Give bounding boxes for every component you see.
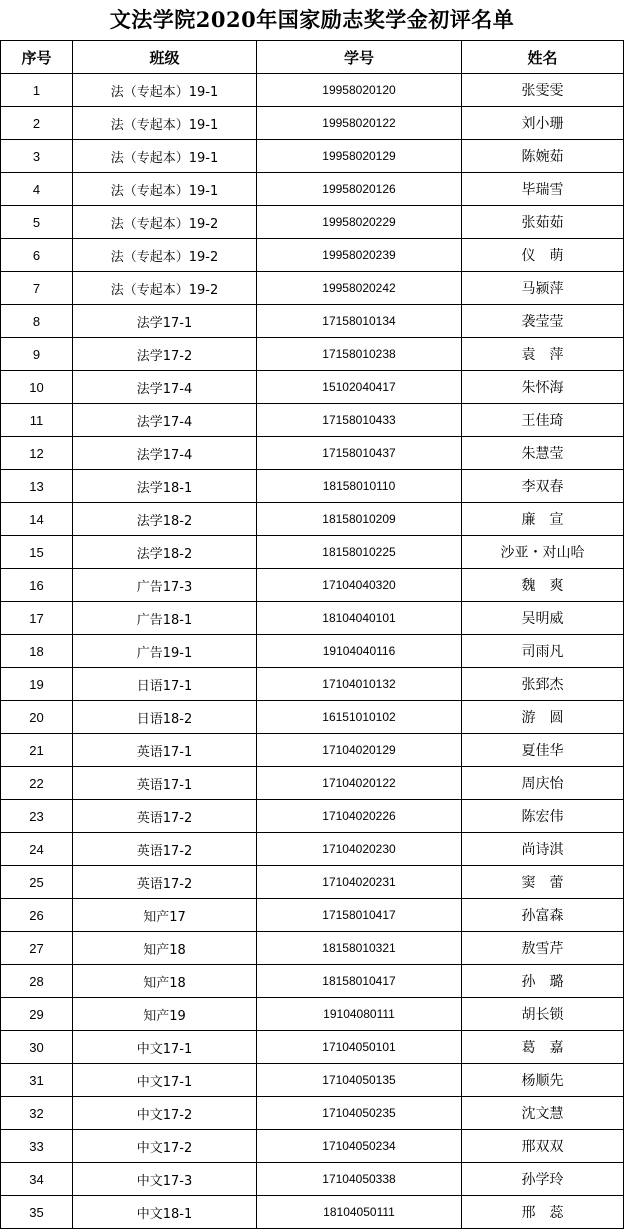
row-index: 35 bbox=[1, 1196, 73, 1229]
header-name: 姓名 bbox=[462, 41, 624, 74]
class-cell: 英语17-2 bbox=[73, 833, 257, 866]
student-id-cell: 19958020122 bbox=[257, 107, 462, 140]
student-id-cell: 16151010102 bbox=[257, 701, 462, 734]
student-id-cell: 17158010437 bbox=[257, 437, 462, 470]
row-index: 1 bbox=[1, 74, 73, 107]
row-index: 3 bbox=[1, 140, 73, 173]
student-id-cell: 18158010209 bbox=[257, 503, 462, 536]
table-row bbox=[1, 272, 624, 305]
name-cell: 仪 萌 bbox=[462, 239, 624, 272]
table-row bbox=[1, 206, 624, 239]
name-cell: 王佳琦 bbox=[462, 404, 624, 437]
table-row bbox=[1, 437, 624, 470]
row-index: 32 bbox=[1, 1097, 73, 1130]
class-cell: 法学17-4 bbox=[73, 404, 257, 437]
row-index: 22 bbox=[1, 767, 73, 800]
table-row bbox=[1, 404, 624, 437]
name-cell: 敖雪芹 bbox=[462, 932, 624, 965]
student-id-cell: 19104080111 bbox=[257, 998, 462, 1031]
name-cell: 窦 蕾 bbox=[462, 866, 624, 899]
class-cell: 法学17-4 bbox=[73, 371, 257, 404]
header-class: 班级 bbox=[73, 41, 257, 74]
student-id-cell: 19958020129 bbox=[257, 140, 462, 173]
class-cell: 法学18-2 bbox=[73, 503, 257, 536]
class-cell: 中文18-1 bbox=[73, 1196, 257, 1229]
table-row bbox=[1, 239, 624, 272]
table-row bbox=[1, 998, 624, 1031]
document-title: 文法学院2020年国家励志奖学金初评名单 bbox=[109, 7, 515, 32]
class-cell: 广告17-3 bbox=[73, 569, 257, 602]
class-cell: 中文17-2 bbox=[73, 1130, 257, 1163]
class-cell: 知产18 bbox=[73, 965, 257, 998]
name-cell: 沈文慧 bbox=[462, 1097, 624, 1130]
student-id-cell: 18104040101 bbox=[257, 602, 462, 635]
row-index: 29 bbox=[1, 998, 73, 1031]
table-row bbox=[1, 833, 624, 866]
table-row bbox=[1, 470, 624, 503]
row-index: 4 bbox=[1, 173, 73, 206]
name-cell: 廉 宣 bbox=[462, 503, 624, 536]
table-row bbox=[1, 701, 624, 734]
class-cell: 中文17-3 bbox=[73, 1163, 257, 1196]
row-index: 17 bbox=[1, 602, 73, 635]
name-cell: 李双春 bbox=[462, 470, 624, 503]
table-row bbox=[1, 932, 624, 965]
name-cell: 孙富森 bbox=[462, 899, 624, 932]
row-index: 10 bbox=[1, 371, 73, 404]
row-index: 33 bbox=[1, 1130, 73, 1163]
class-cell: 法（专起本）19-1 bbox=[73, 140, 257, 173]
student-id-cell: 17158010134 bbox=[257, 305, 462, 338]
class-cell: 法学18-2 bbox=[73, 536, 257, 569]
class-cell: 法（专起本）19-2 bbox=[73, 239, 257, 272]
table-row bbox=[1, 140, 624, 173]
name-cell: 周庆怡 bbox=[462, 767, 624, 800]
name-cell: 张雯雯 bbox=[462, 74, 624, 107]
name-cell: 魏 爽 bbox=[462, 569, 624, 602]
table-row bbox=[1, 602, 624, 635]
class-cell: 英语17-1 bbox=[73, 767, 257, 800]
table-row bbox=[1, 965, 624, 998]
row-index: 20 bbox=[1, 701, 73, 734]
row-index: 31 bbox=[1, 1064, 73, 1097]
row-index: 11 bbox=[1, 404, 73, 437]
row-index: 9 bbox=[1, 338, 73, 371]
student-id-cell: 17158010238 bbox=[257, 338, 462, 371]
class-cell: 知产19 bbox=[73, 998, 257, 1031]
class-cell: 法学17-4 bbox=[73, 437, 257, 470]
row-index: 5 bbox=[1, 206, 73, 239]
table-row bbox=[1, 569, 624, 602]
table-row bbox=[1, 173, 624, 206]
row-index: 19 bbox=[1, 668, 73, 701]
name-cell: 袁 萍 bbox=[462, 338, 624, 371]
table-row bbox=[1, 305, 624, 338]
class-cell: 日语17-1 bbox=[73, 668, 257, 701]
table-row bbox=[1, 107, 624, 140]
row-index: 25 bbox=[1, 866, 73, 899]
student-id-cell: 19958020126 bbox=[257, 173, 462, 206]
student-id-cell: 15102040417 bbox=[257, 371, 462, 404]
table-row bbox=[1, 767, 624, 800]
table-row bbox=[1, 734, 624, 767]
class-cell: 英语17-2 bbox=[73, 800, 257, 833]
student-id-cell: 19958020242 bbox=[257, 272, 462, 305]
table-row bbox=[1, 1064, 624, 1097]
row-index: 21 bbox=[1, 734, 73, 767]
class-cell: 知产18 bbox=[73, 932, 257, 965]
row-index: 15 bbox=[1, 536, 73, 569]
table-row bbox=[1, 503, 624, 536]
table-row bbox=[1, 371, 624, 404]
row-index: 23 bbox=[1, 800, 73, 833]
row-index: 26 bbox=[1, 899, 73, 932]
name-cell: 马颍萍 bbox=[462, 272, 624, 305]
class-cell: 中文17-1 bbox=[73, 1064, 257, 1097]
student-id-cell: 18104050111 bbox=[257, 1196, 462, 1229]
name-cell: 邢 蕊 bbox=[462, 1196, 624, 1229]
table-row bbox=[1, 866, 624, 899]
row-index: 30 bbox=[1, 1031, 73, 1064]
name-cell: 刘小珊 bbox=[462, 107, 624, 140]
student-id-cell: 19958020229 bbox=[257, 206, 462, 239]
name-cell: 朱怀海 bbox=[462, 371, 624, 404]
name-cell: 夏佳华 bbox=[462, 734, 624, 767]
student-id-cell: 17104050135 bbox=[257, 1064, 462, 1097]
student-id-cell: 19104040116 bbox=[257, 635, 462, 668]
class-cell: 法（专起本）19-2 bbox=[73, 272, 257, 305]
class-cell: 法（专起本）19-2 bbox=[73, 206, 257, 239]
name-cell: 朱慧莹 bbox=[462, 437, 624, 470]
table-row bbox=[1, 1163, 624, 1196]
student-id-cell: 17104020230 bbox=[257, 833, 462, 866]
name-cell: 孙 璐 bbox=[462, 965, 624, 998]
row-index: 34 bbox=[1, 1163, 73, 1196]
name-cell: 陈宏伟 bbox=[462, 800, 624, 833]
class-cell: 法（专起本）19-1 bbox=[73, 173, 257, 206]
row-index: 14 bbox=[1, 503, 73, 536]
class-cell: 日语18-2 bbox=[73, 701, 257, 734]
class-cell: 英语17-1 bbox=[73, 734, 257, 767]
row-index: 16 bbox=[1, 569, 73, 602]
row-index: 8 bbox=[1, 305, 73, 338]
table-row bbox=[1, 1031, 624, 1064]
table-row bbox=[1, 635, 624, 668]
row-index: 18 bbox=[1, 635, 73, 668]
table-row bbox=[1, 338, 624, 371]
class-cell: 广告19-1 bbox=[73, 635, 257, 668]
student-id-cell: 19958020239 bbox=[257, 239, 462, 272]
class-cell: 法（专起本）19-1 bbox=[73, 107, 257, 140]
table-row bbox=[1, 668, 624, 701]
name-cell: 司雨凡 bbox=[462, 635, 624, 668]
table-row bbox=[1, 800, 624, 833]
class-cell: 法学17-2 bbox=[73, 338, 257, 371]
student-id-cell: 17104050234 bbox=[257, 1130, 462, 1163]
name-cell: 尚诗淇 bbox=[462, 833, 624, 866]
row-index: 7 bbox=[1, 272, 73, 305]
student-id-cell: 17104020226 bbox=[257, 800, 462, 833]
row-index: 2 bbox=[1, 107, 73, 140]
class-cell: 中文17-2 bbox=[73, 1097, 257, 1130]
class-cell: 广告18-1 bbox=[73, 602, 257, 635]
class-cell: 英语17-2 bbox=[73, 866, 257, 899]
table-row bbox=[1, 74, 624, 107]
student-id-cell: 17158010433 bbox=[257, 404, 462, 437]
name-cell: 吴明威 bbox=[462, 602, 624, 635]
student-id-cell: 17104020129 bbox=[257, 734, 462, 767]
name-cell: 张茹茹 bbox=[462, 206, 624, 239]
table-row bbox=[1, 1130, 624, 1163]
table-row bbox=[1, 899, 624, 932]
table-body bbox=[1, 74, 624, 1229]
table-row bbox=[1, 1196, 624, 1229]
student-id-cell: 17104050101 bbox=[257, 1031, 462, 1064]
table-row bbox=[1, 1097, 624, 1130]
class-cell: 知产17 bbox=[73, 899, 257, 932]
name-cell: 葛 嘉 bbox=[462, 1031, 624, 1064]
name-cell: 陈婉茹 bbox=[462, 140, 624, 173]
student-id-cell: 18158010417 bbox=[257, 965, 462, 998]
student-id-cell: 18158010110 bbox=[257, 470, 462, 503]
student-id-cell: 17104020122 bbox=[257, 767, 462, 800]
student-id-cell: 17104050235 bbox=[257, 1097, 462, 1130]
row-index: 12 bbox=[1, 437, 73, 470]
name-cell: 毕瑞雪 bbox=[462, 173, 624, 206]
class-cell: 中文17-1 bbox=[73, 1031, 257, 1064]
student-id-cell: 18158010321 bbox=[257, 932, 462, 965]
table-row bbox=[1, 536, 624, 569]
class-cell: 法（专起本）19-1 bbox=[73, 74, 257, 107]
name-cell: 袭莹莹 bbox=[462, 305, 624, 338]
student-id-cell: 17104040320 bbox=[257, 569, 462, 602]
name-cell: 孙学玲 bbox=[462, 1163, 624, 1196]
student-id-cell: 17104020231 bbox=[257, 866, 462, 899]
row-index: 24 bbox=[1, 833, 73, 866]
row-index: 28 bbox=[1, 965, 73, 998]
scholarship-list-table bbox=[0, 40, 624, 1229]
student-id-cell: 17104010132 bbox=[257, 668, 462, 701]
name-cell: 胡长锁 bbox=[462, 998, 624, 1031]
table-header-row bbox=[1, 41, 624, 74]
name-cell: 邢双双 bbox=[462, 1130, 624, 1163]
header-student-id: 学号 bbox=[257, 41, 462, 74]
name-cell: 沙亚・对山哈 bbox=[462, 536, 624, 569]
name-cell: 张郅杰 bbox=[462, 668, 624, 701]
name-cell: 杨顺先 bbox=[462, 1064, 624, 1097]
student-id-cell: 17104050338 bbox=[257, 1163, 462, 1196]
student-id-cell: 18158010225 bbox=[257, 536, 462, 569]
row-index: 13 bbox=[1, 470, 73, 503]
header-index: 序号 bbox=[1, 41, 73, 74]
student-id-cell: 19958020120 bbox=[257, 74, 462, 107]
class-cell: 法学17-1 bbox=[73, 305, 257, 338]
row-index: 6 bbox=[1, 239, 73, 272]
row-index: 27 bbox=[1, 932, 73, 965]
class-cell: 法学18-1 bbox=[73, 470, 257, 503]
name-cell: 游 圆 bbox=[462, 701, 624, 734]
student-id-cell: 17158010417 bbox=[257, 899, 462, 932]
